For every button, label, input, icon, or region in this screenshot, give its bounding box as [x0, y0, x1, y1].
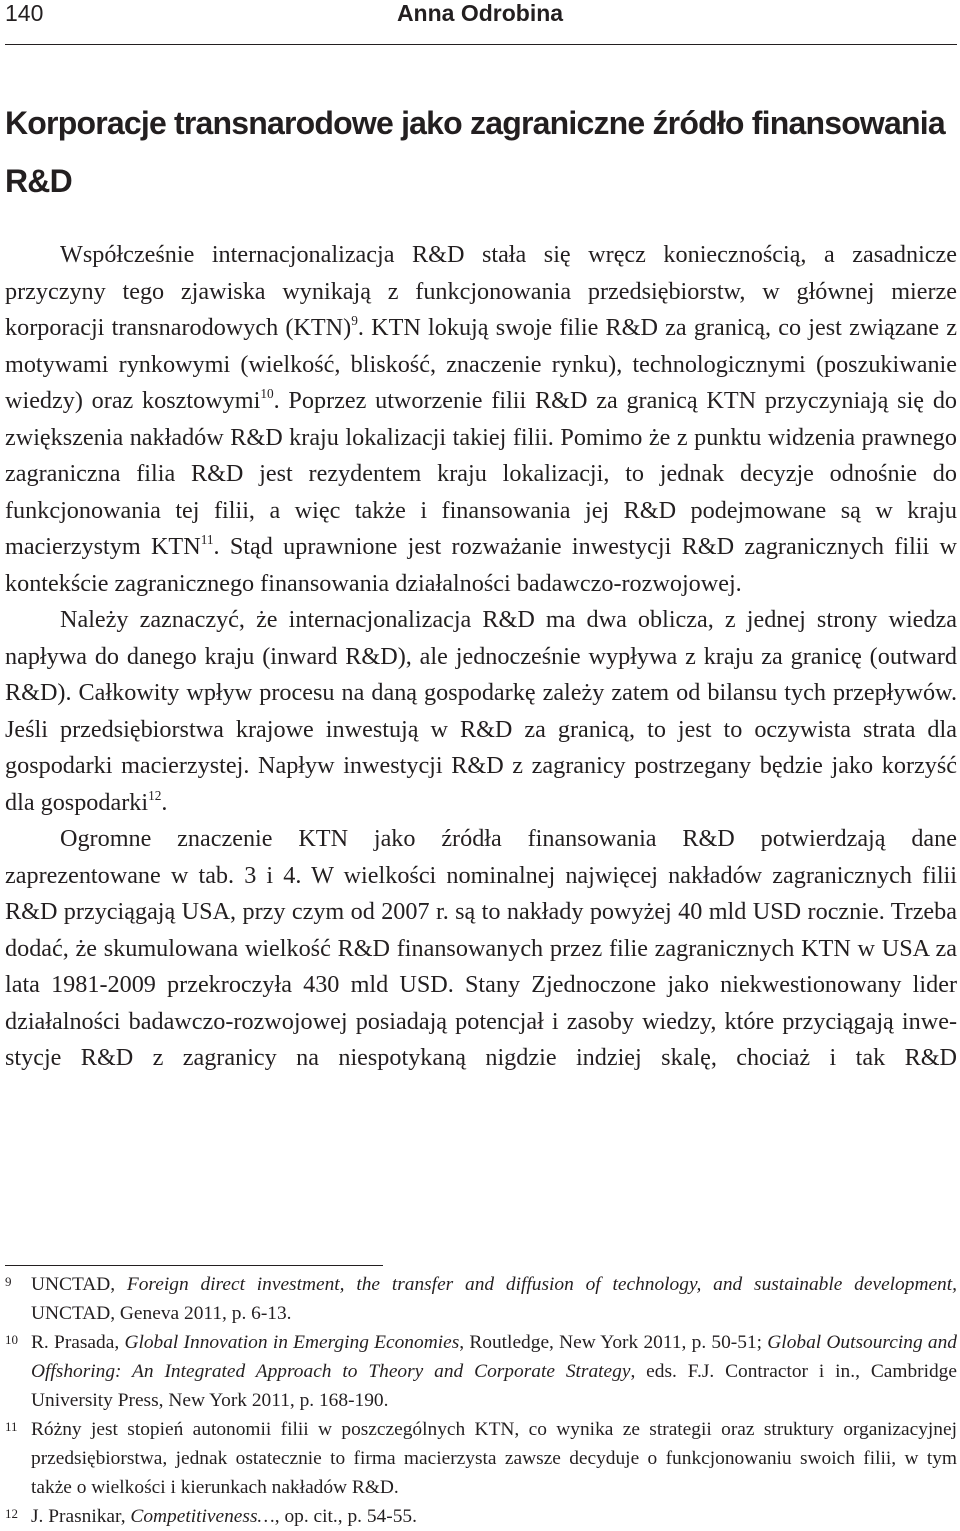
footnote-9: [5, 1270, 957, 1328]
footnote-9-author: UNCTAD,: [31, 1274, 127, 1295]
footnote-10-title-2: Global Outsourcing and Offshoring: An Integrated Approach to Theory and Corporate Strategy: [31, 1332, 957, 1382]
footnote-ref-12: 12: [148, 787, 162, 803]
footnote-text: [31, 1332, 957, 1411]
page-header: [0, 0, 960, 46]
footnote-12-author: J. Prasnikar,: [31, 1506, 131, 1527]
paragraph-2-part-1: Należy zaznaczyć, że internacjonalizacja R&D ma dwa oblicza, z jednej strony wiedza napływa do danego kraju (inward R&D), ale jednocześnie wypływa z kraju za granicę (outward R&D). Całkowity wpływ procesu na daną gospodarkę zależy zatem od bilansu tych przepływów. Jeśli przedsiębiorstwa krajowe inwestują w R&D za granicą, to jest to oczywista strata dla gospodarki macierzystej. Napływ inwestycji R&D z zagranicy postrzegany będzie jako korzyść dla gospodarki: [5, 606, 957, 816]
paragraph-1-part-4: . Stąd uprawnione jest rozważanie inwestycji R&D zagranicznych filii w kontekście zagranicznego finansowania działalności badawczo-rozwojowej.: [5, 533, 958, 597]
footnote-text: [31, 1274, 957, 1324]
footnote-10-source-1: , Routledge, New York 2011, p. 50-51;: [459, 1332, 768, 1353]
paragraph-3: [5, 821, 957, 1077]
page-number: 140: [5, 0, 44, 26]
footnote-9-title: Foreign direct investment, the transfer and diffusion of technology, and sustainable development,: [126, 1274, 957, 1295]
paragraph-1-part-3: . Poprzez utworzenie filii R&D za granicą KTN przyczyniają się do zwiększenia nakładów R&D kraju lokalizacji takiej filii. Pomimo że z punktu widzenia prawnego zagraniczna filia R&D jest rezydentem kraju lokalizacji, to jednak decyzje odnośnie do funkcjonowania tej filii, a więc także i finansowania jej R&D podejmowane są w kraju macierzystym KTN: [5, 387, 958, 560]
footnote-9-source: UNCTAD, Geneva 2011, p. 6-13.: [31, 1303, 292, 1324]
paragraph-2-part-2: .: [161, 788, 168, 816]
footnote-separator: [5, 1265, 383, 1266]
footnote-12-title: Competitiveness…: [130, 1506, 275, 1527]
footnote-ref-10: 10: [260, 386, 274, 402]
footnote-10: [5, 1328, 957, 1415]
paragraph-1-part-2: . KTN lokują swoje filie R&D za granicą, co jest związane z motywami rynkowymi (wielkość, bliskość, znaczenie rynku), technologicznymi (poszukiwanie wiedzy) oraz kosztowymi: [5, 314, 957, 414]
paragraph-1: [5, 237, 957, 602]
running-head-author: Anna Odrobina: [396, 0, 564, 26]
body-text: [5, 237, 957, 1077]
footnote-number: 11: [5, 1419, 18, 1434]
footnote-number: 12: [5, 1506, 18, 1521]
footnote-ref-11: 11: [200, 532, 214, 548]
footnote-text: Różny jest stopień autonomii filii w poszczególnych KTN, co wynika ze strategii oraz struktury organizacyjnej przedsiębiorstwa, jednak ostatecznie to firma macierzysta zawsze decyduje o funkcjonowaniu swoich filii, w tym także o wielkości i kierunkach nakładów R&D.: [31, 1419, 957, 1498]
paragraph-1-part-1: Współcześnie internacjonalizacja R&D stała się wręcz koniecznością, a zasadnicze przyczyny tego zjawiska wynikają z funkcjonowania przedsiębiorstw, w głównej mierze korporacji transnarodowych (KTN): [5, 241, 957, 341]
section-title: Korporacje transnarodowe jako zagraniczne źródło finansowania R&D: [5, 105, 945, 199]
footnotes: [5, 1270, 957, 1531]
footnote-10-source-2: , eds. F.J. Contractor i in., Cambridge University Press, New York 2011, p. 168-190.: [31, 1361, 957, 1411]
header-rule: [5, 44, 957, 45]
footnote-12: [5, 1502, 957, 1531]
footnote-text: [31, 1506, 417, 1527]
footnote-10-title-1: Global Innovation in Emerging Economies: [124, 1332, 460, 1353]
paragraph-2: [5, 602, 957, 821]
footnote-12-source: , op. cit., p. 54-55.: [274, 1506, 417, 1527]
footnote-10-author: R. Prasada,: [31, 1332, 125, 1353]
footnote-ref-9: 9: [351, 313, 358, 329]
paragraph-3-text: Ogromne znaczenie KTN jako źródła finansowania R&D potwierdzają dane zaprezentowane w tab. 3 i 4. W wielkości nominalnej najwięcej nakładów zagranicznych filii R&D przyciągają USA, przy czym od 2007 r. są to nakłady powyżej 40 mld USD rocznie. Trzeba dodać, że skumulowana wielkość R&D finansowanych przez filie zagranicznych KTN w USA za lata 1981-2009 przekroczyła 430 mld USD. Stany Zjednoczone jako niekwestionowany lider działalności badawczo-rozwojowej posiadają potencjał i zasoby wiedzy, które przyciągają inwestycje R&D z zagranicy na niespotykaną nigdzie indziej skalę, chociaż i tak R&D: [5, 825, 957, 1071]
footnote-number: 10: [5, 1332, 18, 1347]
footnote-11: [5, 1415, 957, 1502]
footnote-number: 9: [5, 1274, 12, 1289]
